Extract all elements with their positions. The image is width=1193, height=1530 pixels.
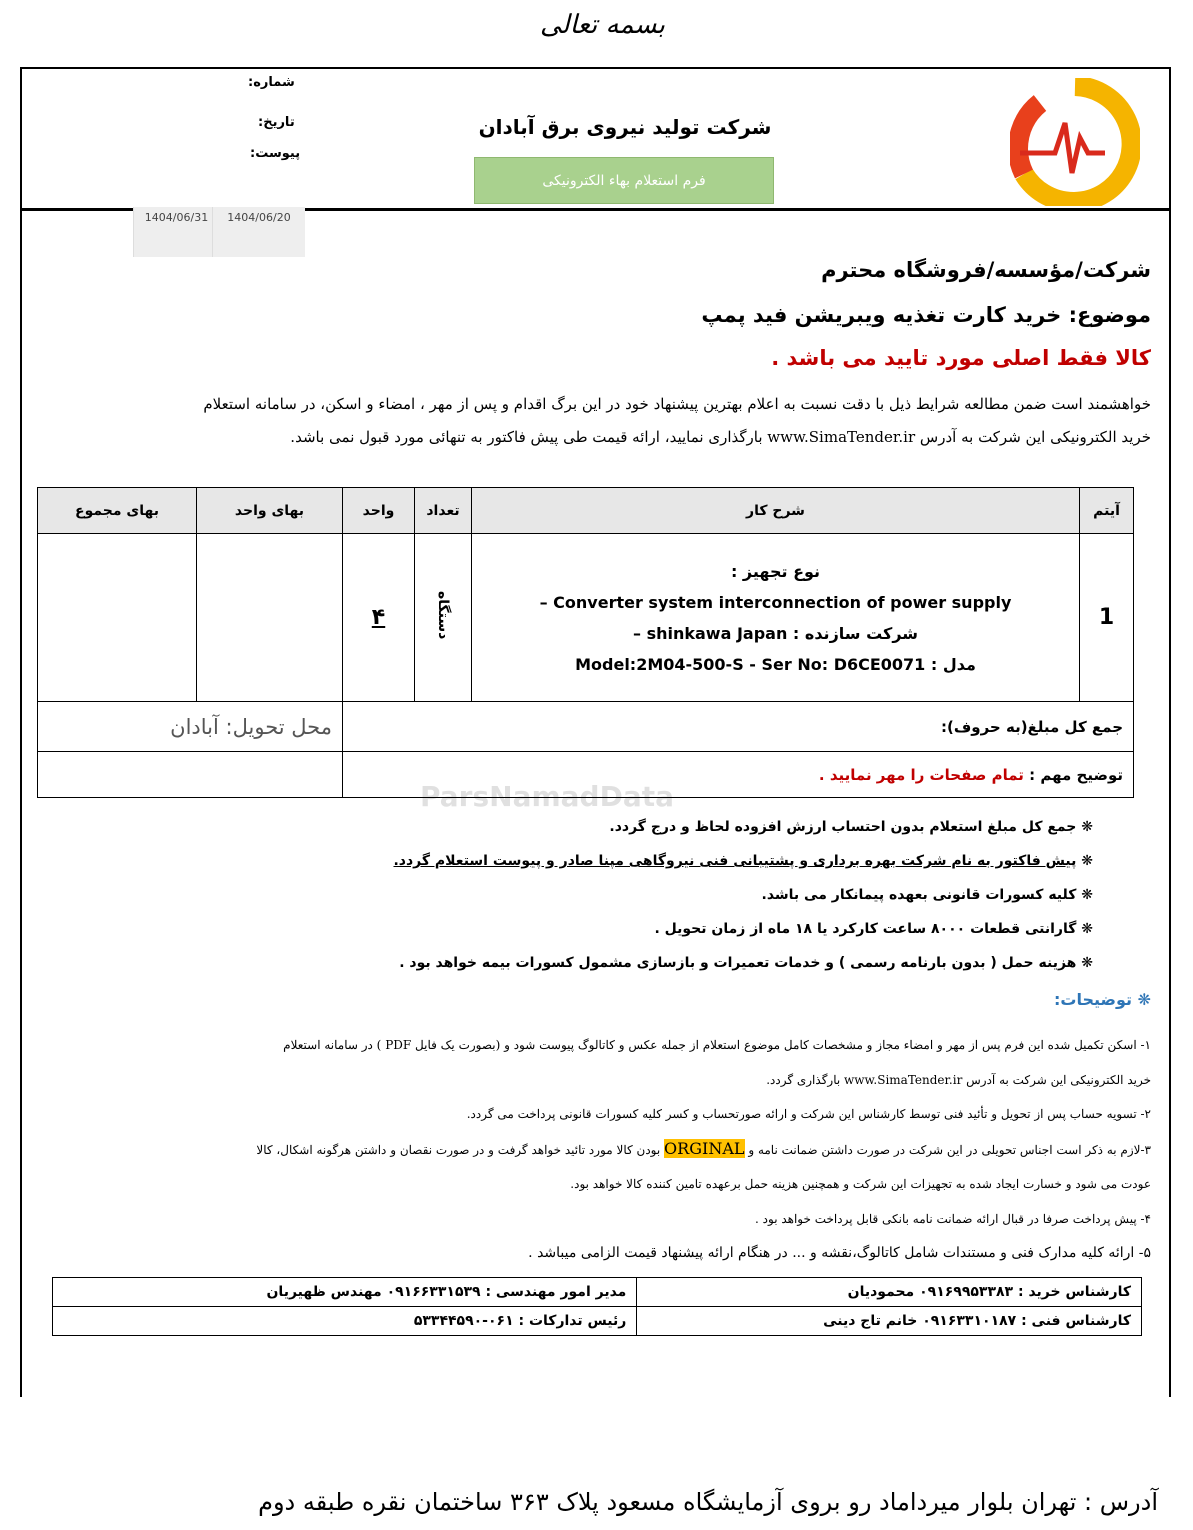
- bullet-list: [93, 810, 1093, 980]
- note-1b: خرید الکترونیکی این شرکت به آدرس www.SimaTender.ir بارگذاری گردد.: [766, 1072, 1151, 1087]
- bullet-item: ❋ جمع کل مبلغ استعلام بدون احتساب ارزش افزوده لحاظ و درج گردد.: [609, 819, 1093, 835]
- header-total-price: بهای مجموع: [38, 488, 197, 534]
- technical-contact: کارشناس فنی : ۰۹۱۶۳۳۱۰۱۸۷ خانم تاج دینی: [637, 1307, 1142, 1336]
- subject: موضوع: خرید کارت تغذیه ویبریشن فید پمپ: [701, 303, 1151, 327]
- original-only-note: کالا فقط اصلی مورد تایید می باشد .: [771, 346, 1151, 370]
- watermark: ParsNamadData: [420, 780, 674, 813]
- attachment-label: پیوست:: [250, 146, 301, 161]
- header-unit-price: بهای واحد: [197, 488, 343, 534]
- item-description: [472, 534, 1080, 702]
- item-quantity-cell: [415, 534, 472, 702]
- items-table: [37, 487, 1134, 798]
- equipment-name: Converter system interconnection of power supply –: [539, 592, 1012, 612]
- note-4: ۴- پیش پرداخت صرفا در قبال ارائه ضمانت نامه بانکی قابل پرداخت خواهد بود .: [755, 1211, 1151, 1226]
- date-label: تاریخ:: [258, 115, 295, 130]
- supply-contact: رئیس تدارکات : ۰۶۱-۵۳۳۴۴۵۹۰: [53, 1307, 637, 1336]
- header-quantity: تعداد: [415, 488, 472, 534]
- bullet-item: ❋ کلیه کسورات قانونی بعهده پیمانکار می باشد.: [761, 887, 1093, 903]
- delivery-location: محل تحویل: آبادان: [38, 702, 343, 752]
- company-name: شرکت تولید نیروی برق آبادان: [478, 115, 772, 139]
- number-label: شماره:: [248, 75, 295, 90]
- address-footer: آدرس : تهران بلوار میرداماد رو بروی آزمایشگاه مسعود پلاک ۳۶۳ ساختمان نقره طبقه دوم: [258, 1488, 1158, 1516]
- note-3a: ۳-لازم به ذکر است اجناس تحویلی در این شرکت در صورت داشتن ضمانت نامه و ORGINAL بودن کالا مورد تائید خواهد گرفت و در صورت نقصان و داشتن هرگونه اشکال، کالا: [256, 1138, 1151, 1158]
- item-unit-price[interactable]: [197, 534, 343, 702]
- form-title-banner: فرم استعلام بهاء الکترونیکی: [474, 157, 774, 204]
- bullet-item: ❋ پیش فاکتور به نام شرکت بهره برداری و پشتیبانی فنی نیروگاهی مپنا صادر و پیوست استعلام گردد.: [393, 853, 1093, 869]
- contacts-table: [52, 1277, 1142, 1336]
- salutation: شرکت/مؤسسه/فروشگاه محترم: [821, 258, 1151, 282]
- important-blank: [38, 752, 343, 798]
- item-number: 1: [1080, 534, 1134, 702]
- engineering-contact: مدیر امور مهندسی : ۰۹۱۶۶۳۳۱۵۳۹ مهندس ظهیریان: [53, 1278, 637, 1307]
- note-2: ۲- تسویه حساب پس از تحویل و تأئید فنی توسط کارشناس این شرکت و ارائه صورتحساب و کسر کلیه کسورات قانونی پرداخت می گردد.: [466, 1107, 1151, 1121]
- header-unit: واحد: [343, 488, 415, 534]
- buyer-contact: کارشناس خرید : ۰۹۱۶۹۹۵۳۳۸۳ محمودیان: [637, 1278, 1142, 1307]
- equipment-type: نوع تجهیز :: [730, 561, 821, 581]
- header-item: آیتم: [1080, 488, 1134, 534]
- note-1a: ۱- اسکن تکمیل شده این فرم پس از مهر و امضاء مجاز و مشخصات کامل موضوع استعلام از جمله عکس و کاتالوگ پیوست شود و (بصورت یک فایل PDF ) در سامانه استعلام: [283, 1038, 1151, 1052]
- date-cell-end: 1404/06/31: [133, 207, 219, 257]
- original-highlight: ORGINAL: [664, 1138, 745, 1158]
- note-3b: عودت می شود و خسارت ایجاد شده به تجهیزات این شرکت و همچنین هزینه حمل برعهده تامین کننده کالا خواهد بود.: [570, 1177, 1151, 1191]
- intro-line-2: خرید الکترونیکی این شرکت به آدرس www.SimaTender.ir بارگذاری نمایید، ارائه قیمت طی پیش فاکتور به تنهائی مورد قبول نمی باشد.: [290, 428, 1151, 446]
- item-unit: ۴: [343, 534, 415, 702]
- notes-title: ❋ توضیحات:: [1053, 990, 1151, 1009]
- total-row: [38, 702, 1134, 752]
- company-logo-icon: [1010, 78, 1140, 206]
- date-cell-start: 1404/06/20: [212, 207, 305, 257]
- notes-list: [21, 1028, 1151, 1271]
- table-row: [38, 534, 1134, 702]
- bullet-item: ❋ گارانتی قطعات ۸۰۰۰ ساعت کارکرد یا ۱۸ ماه از زمان تحویل .: [654, 921, 1093, 937]
- bullet-item: ❋ هزینه حمل ( بدون بارنامه رسمی ) و خدمات تعمیرات و بازسازی مشمول کسورات بیمه خواهد بود .: [399, 955, 1093, 971]
- item-total-price[interactable]: [38, 534, 197, 702]
- header-description: شرح کار: [472, 488, 1080, 534]
- total-in-words-label: جمع کل مبلغ(به حروف):: [343, 702, 1134, 752]
- item-quantity: دستگاه: [435, 591, 451, 640]
- important-text: تمام صفحات را مهر نمایید .: [818, 765, 1024, 784]
- header-blessing: بسمه تعالی: [540, 10, 665, 40]
- table-header-row: [38, 488, 1134, 534]
- manufacturer: شرکت سازنده : shinkawa Japan –: [632, 623, 919, 643]
- model: مدل : Model:2M04-500-S - Ser No: D6CE0071: [575, 654, 976, 674]
- important-label: توضیح مهم :: [1029, 765, 1123, 784]
- note-5: ۵- ارائه کلیه مدارک فنی و مستندات شامل کاتالوگ،نقشه و ... در هنگام ارائه پیشنهاد قیمت الزامی میباشد .: [528, 1245, 1151, 1261]
- intro-line-1: خواهشمند است ضمن مطالعه شرایط ذیل با دقت نسبت به اعلام بهترین پیشنهاد خود در این برگ اقدام و پس از مهر ، امضاء و اسکن، در سامانه استعلام: [203, 395, 1151, 413]
